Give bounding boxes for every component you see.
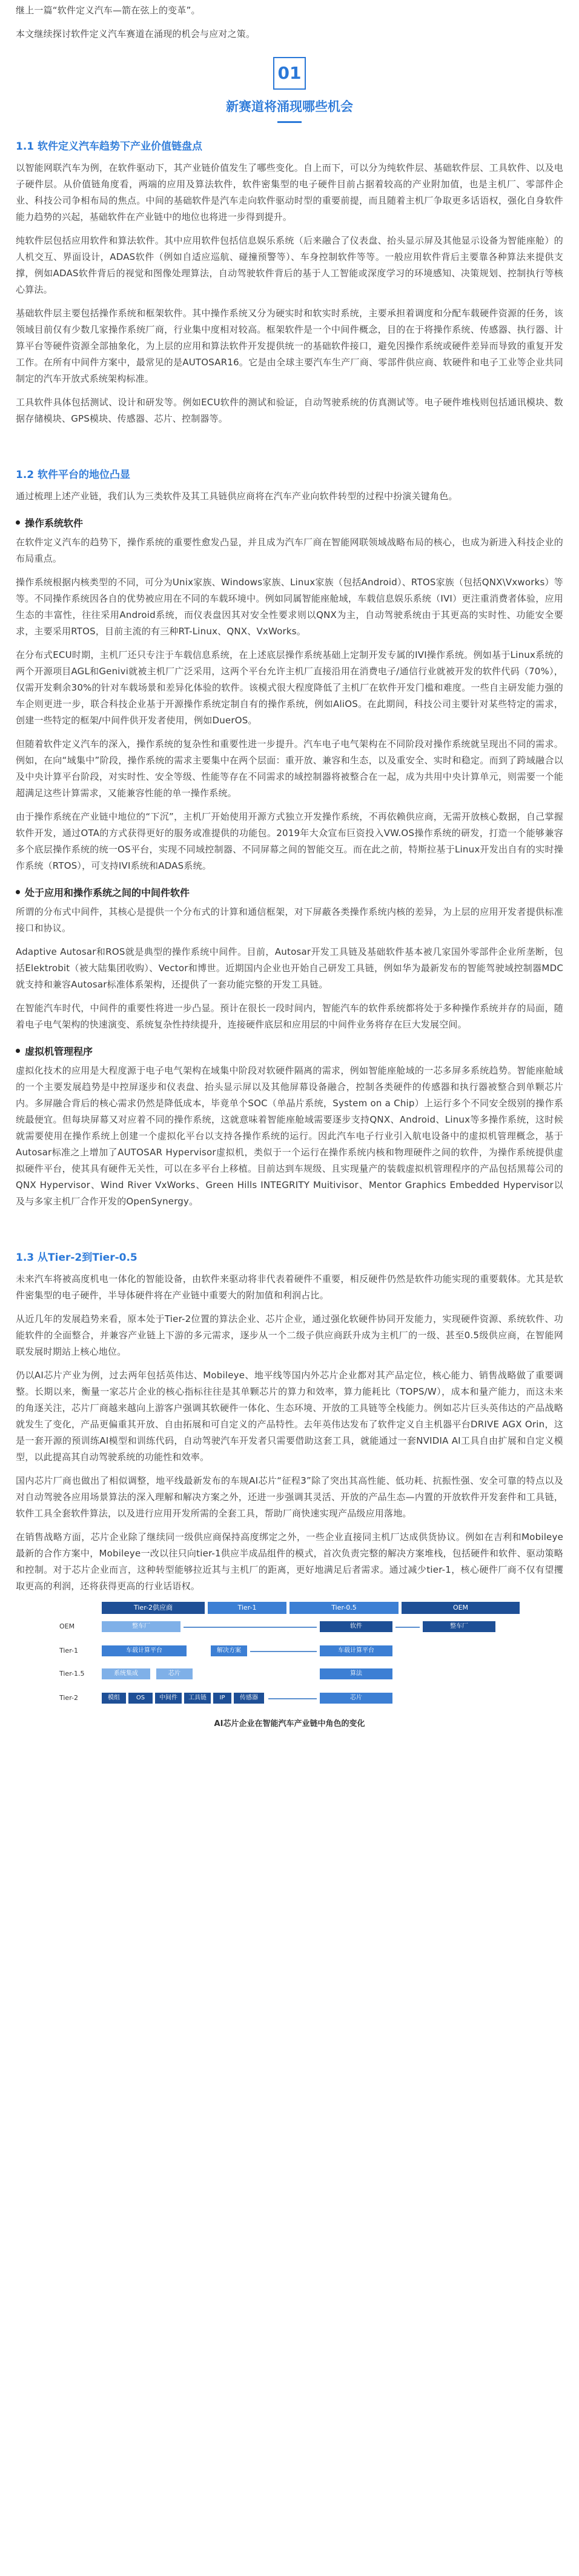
subheading-middleware-text: 处于应用和操作系统之间的中间件软件 — [25, 887, 190, 898]
section-1-3-title: 1.3 从Tier-2到Tier-0.5 — [16, 1252, 137, 1264]
section-1-3-para-1: 未来汽车将被高度机电一体化的智能设备，由软件来驱动将非代表着硬件不重要，相反硬件仍然是软件功能实现的重要载体。尤其是软件密集型的电子硬件，半导体硬件将在产业链中重要大的附加值和利润占比。 — [16, 1273, 563, 1301]
intro — [16, 0, 563, 42]
section-1-2-para-10: 虚拟化技术的应用是大程度源于电子电气架构在域集中阶段对软硬件隔离的需求，例如智能座舱域的一芯多屏多系统趋势。智能座舱域的一个主要发展趋势是中控屏逐步和仪表盘、抬头显示屏以及其他屏幕设备融合，控制各类硬件的传感器和执行器被整合到单颗芯片内。多屏融合背后的核心需求仍然是降低成本，毕竟单个SOC（单晶片系统，System on a Chip）上运行多个不同安全级别的操作系统最便宜。但每块屏幕又对应着不同的操作系统，这就意味着智能座舱域需要逐步支持QNX、Android、Linux等多操作系统，这时候就需要使用在操作系统上创建一个虚拟化平台以支持各操作系统的运行。因此汽车电子行业引入航电设备中的虚拟机管理概念，基于Autosar标准之上增加了AUTOSAR Hypervisor虚拟机，类似于一个运行在操作系统内核和物理硬件之间的软件，为操作系统提供虚拟硬件平台，使其具有硬件无关性，可以在多平台上移植。目前达到车规级、且实现量产的装载虚拟机管理程序的产品包括黑莓公司的QNX Hypervisor、Wind River VxWorks、Green Hills INTEGRITY Muitivisor、Mentor Graphics Embedded Hypervisor以及与多家主机厂合作开发的OpenSynergy。 — [16, 1065, 563, 1207]
supply-chain-figure — [59, 1602, 520, 1729]
subheading-os — [16, 516, 563, 529]
section-1-3-para-5: 在销售战略方面，芯片企业除了继续同一级供应商保持高度绑定之外，一些企业直接同主机厂达成供货协议。例如在吉利和Mobileye最新的合作方案中，Mobileye一改以往只向tier-1供应半成品组件的模式，首次负责完整的解决方案堆栈，包括硬件和软件、驱动策略和控制。对于芯片企业而言，这种转型能够拉近其与主机厂的距离，更好地满足后者需求。通过减少tier-1，核心硬件厂商不仅有望攫取更高的利润，还将获得更高的行业话语权。 — [16, 1532, 563, 1592]
figure-cell-platform-2: 车载计算平台 — [320, 1645, 392, 1656]
figure-row-tier1: Tier-1 — [59, 1647, 78, 1655]
figure-arrow — [250, 1651, 317, 1652]
figure-cell-platform: 车载计算平台 — [102, 1645, 187, 1656]
section-1-2-para-8: Adaptive Autosar和ROS就是典型的操作系统中间件。目前，Autosar开发工具链及基础软件基本被几家国外零部件企业所垄断，包括Elektrobit（被大陆集团收购）、Vector和博世。近期国内企业也开始自己研发工具链，例如华为最新发布的智能驾驶域控制器MDC就支持和兼容Autosar标准体系架构，还提供了一套功能完整的开发工具链。 — [16, 946, 563, 990]
figure-cell-chip: 芯片 — [156, 1668, 193, 1679]
figure-header-oem: OEM — [402, 1602, 520, 1614]
figure-row-tier2: Tier-2 — [59, 1694, 78, 1702]
section-1-1-para-4: 工具软件具体包括测试、设计和研发等。例如ECU软件的测试和验证，自动驾驶系统的仿真测试等。电子硬件堆栈则包括通讯模块、数据存储模块、GPS模块、传感器、芯片、控制器等。 — [16, 397, 563, 424]
figure-cell-integration: 系统集成 — [102, 1668, 150, 1679]
figure-cell-oem: 整车厂 — [102, 1621, 180, 1632]
section-1-2-title: 1.2 软件平台的地位凸显 — [16, 469, 131, 481]
figure-row-tier15: Tier-1.5 — [59, 1670, 85, 1678]
section-1-2-para-3: 操作系统根据内核类型的不同，可分为Unix家族、Windows家族、Linux家族（包括Android）、RTOS家族（包括QNX\Vxworks）等等。不同操作系统因各自的优势被应用在不同的车载环境中。例如同属智能座舱域，车载信息娱乐系统（IVI）更注重消费者体验，应用生态的丰富性，往往采用Android系统，而仪表盘因其对安全性要求则以QNX为主，自动驾驶系统由于其更高的实时性、功能安全要求，主要采用RTOS，目前主流的有三种RT-Linux、QNX、VxWorks。 — [16, 577, 563, 637]
figure-row-oem: OEM — [59, 1622, 75, 1630]
intro-line-1: 继上一篇“软件定义汽车—箭在弦上的变革”。 — [16, 5, 200, 16]
section-1-1-para-1: 以智能网联汽车为例，在软件驱动下，其产业链价值发生了哪些变化。自上而下，可以分为纯软件层、基础软件层、工具软件、以及电子硬件层。从价值链角度看，两端的应用及算法软件，软件密集型的电子硬件目前占据着较高的产业附加值，也是主机厂、零部件企业、科技公司争相布局的焦点。中间的基础软件是汽车走向软件驱动时型的重要前提，而且随着主机厂争取更多话语权，强化自身软件能力趋势的兴起，基础软件在产业链中的地位也将进一步得到提升。 — [16, 162, 563, 222]
figure-caption: AI芯片企业在智能汽车产业链中角色的变化 — [214, 1719, 365, 1728]
subheading-hypervisor — [16, 1044, 563, 1058]
section-1-3-para-2: 从近几年的发展趋势来看，原本处于Tier-2位置的算法企业、芯片企业，通过强化软硬件协同开发能力，实现硬件资源、系统软件、功能软件的全面整合，并兼容产业链上下游的多元需求，逐步从一个二级子供应商跃升成为主机厂的一级、甚至0.5级供应商，在智能网联发展时期站上核心地位。 — [16, 1313, 563, 1357]
figure-cell-ip: IP — [213, 1693, 231, 1704]
section-1-2-para-7: 所谓的分布式中间件，其核心是提供一个分布式的计算和通信框架，对下屏蔽各类操作系统内核的差异，为上层的应用开发者提供标准接口和协议。 — [16, 906, 563, 934]
bullet-dot — [16, 1049, 20, 1053]
subheading-os-text: 操作系统软件 — [25, 517, 84, 529]
section-1-3-para-3: 仍以AI芯片产业为例，过去两年包括英伟达、Mobileye、地平线等国内外芯片企业都对其产品定位，核心能力、销售战略做了重要调整。长期以来，衡量一家芯片企业的核心指标往往是其单颗芯片的算力和效率，算力能耗比（TOPS/W），成本和量产能力，而这未来的角逐关注，芯片厂商越来越向上游客户强调其软硬件一体化、生态环境、开放的工具链等全栈能力。例如芯片巨头英伟达的产品战略就发生了变化，产品更偏重其开放、自由拓展和可自定义的产品特性。去年英伟达发布了软件定义自主机器平台DRIVE AGX Orin，这是一套开源的预训练AI模型和训练代码，自动驾驶汽车开发者只需要借助这套工具，就能通过一套NVIDIA AI工具自由扩展和自定义模型，以此提高其自动驾驶系统的功能性和效率。 — [16, 1370, 563, 1462]
figure-arrow — [395, 1627, 420, 1628]
spacer — [16, 1217, 563, 1234]
figure-cell-toolchain: 工具链 — [184, 1693, 211, 1704]
figure-cell-module: 模组 — [102, 1693, 126, 1704]
section-1-2-para-5: 但随着软件定义汽车的深入，操作系统的复杂性和重要性进一步提升。汽车电子电气架构在不同阶段对操作系统就呈现出不同的需求。例如，在向“域集中”阶段，操作系统的需求主要集中在两个层面：重开放、兼容和生态，以及重安全、实时和稳定。而到了跨域融合以及中央计算平台阶段，对实时性、安全等级、性能等存在不同需求的域控制器将被整合在一起，成为共用中央计算单元，则需要一个能超满足这些计算需求，又能兼容性能的单一操作系统。 — [16, 739, 563, 798]
figure-cell-middleware: 中间件 — [155, 1693, 182, 1704]
figure-arrow — [184, 1627, 317, 1628]
chapter-title: 新赛道将涌现哪些机会 — [226, 99, 353, 114]
chapter-number: 01 — [273, 57, 306, 90]
bullet-dot — [16, 520, 20, 525]
spacer — [16, 434, 563, 451]
section-1-1-title: 1.1 软件定义汽车趋势下产业价值链盘点 — [16, 141, 203, 153]
figure-cell-solution: 解决方案 — [211, 1645, 247, 1656]
subheading-middleware — [16, 885, 563, 899]
figure-cell-os: OS — [128, 1693, 153, 1704]
figure-cell-software: 软件 — [320, 1621, 392, 1632]
figure-cell-sensor: 传感器 — [234, 1693, 264, 1704]
figure-cell-oem-right: 整车厂 — [423, 1621, 495, 1632]
section-1-1-para-2: 纯软件层包括应用软件和算法软件。其中应用软件包括信息娱乐系统（后来融合了仪表盘、抬头显示屏及其他显示设备为智能座舱）的人机交互、界面设计，ADAS软件（例如自适应巡航、碰撞预警等）、车身控制软件等等。一般应用软件背后主要靠各种算法来提供支撑，例如ADAS软件背后的视觉和图像处理算法，自动驾驶软件背后的基于人工智能或深度学习的环境感知、决策规划、控制执行等核心算法。 — [16, 235, 563, 295]
figure-arrow — [268, 1698, 317, 1699]
figure-cell-algo: 算法 — [320, 1668, 392, 1679]
section-1-1-para-3: 基础软件层主要包括操作系统和框架软件。其中操作系统又分为硬实时和软实时系统，主要承担着调度和分配车载硬件资源的任务，该领域目前仅有少数几家操作系统厂商，行业集中度相对较高。框架软件是一个中间件概念，目的在于将操作系统、传感器、执行器、计算平台等硬件资源全部抽象化，为上层的应用和算法软件开发提供统一的基础软件接口，避免因操作系统或硬件差异而导致的重复开发工作。在所有中间件方案中，最常见的是AUTOSAR16。它是由全球主要汽车生产厂商、零部件供应商、软硬件和电子工业等企业共同制定的汽车开放式系统架构标准。 — [16, 308, 563, 384]
section-1-2-para-2: 在软件定义汽车的趋势下，操作系统的重要性愈发凸显，并且成为汽车厂商在智能网联领域战略布局的核心，也成为新进入科技企业的布局重点。 — [16, 537, 563, 564]
section-1-2-para-4: 在分布式ECU时期，主机厂还只专注于车载信息系统，在上述底层操作系统基础上定制开发专属的IVI操作系统。例如基于Linux系统的两个开源项目AGL和Genivi就被主机厂广泛采用，这两个平台允许主机厂直接沿用在消费电子/通信行业就被开发的软件代码（70%），仅需开发剩余30%的针对车载场景和差异化体验的软件。该模式很大程度降低了主机厂在软件开发门槛和难度。一些自主研发能力强的车企则更进一步，联合科技企业基于开源操作系统定制自有的操作系统，例如AliOS。在此期间，科技公司主要针对某些特定的需求，创建一些特定的框架/中间件供开发者使用，例如DuerOS。 — [16, 649, 563, 726]
figure-header-tier1: Tier-1 — [208, 1602, 286, 1614]
intro-line-2: 本文继续探讨软件定义汽车赛道在涌现的机会与应对之策。 — [16, 28, 256, 39]
figure-header-tier05: Tier-0.5 — [290, 1602, 399, 1614]
subheading-hypervisor-text: 虚拟机管理程序 — [25, 1046, 93, 1057]
section-1-2-para-1: 通过梳理上述产业链，我们认为三类软件及其工具链供应商将在汽车产业向软件转型的过程中扮演关键角色。 — [16, 491, 458, 502]
section-1-2-para-6: 由于操作系统在产业链中地位的“下沉”，主机厂开始使用开源方式独立开发操作系统，不再依赖供应商，无需开放核心数据，自己掌握软件开发，通过OTA的方式获得更好的服务或准提供的功能包。2019年大众宣布巨资投入VW.OS操作系统的研发，打造一个能够兼容多个底层操作系统的统一OS平台，实现不同域控制器、不同屏幕之间的智能交互。而在此之前，特斯拉基于Linux开发出自有的实时操作系统（RTOS），可支持IVI系统和ADAS系统。 — [16, 811, 563, 871]
bullet-dot — [16, 890, 20, 894]
figure-header-tier2: Tier-2供应商 — [102, 1602, 205, 1614]
figure-cell-chip-2: 芯片 — [320, 1693, 392, 1704]
chapter-underline — [277, 121, 302, 123]
section-1-2-para-9: 在智能汽车时代，中间件的重要性将进一步凸显。预计在很长一段时间内，智能汽车的软件系统都将处于多种操作系统并存的局面，随着电子电气架构的快速演变、系统复杂性持续提升，连接硬件底层和应用层的中间件业务将存在巨大发展空间。 — [16, 1003, 563, 1030]
section-1-3-para-4: 国内芯片厂商也做出了相似调整，地平线最新发布的车规AI芯片“征程3”除了突出其高性能、低功耗、抗振性强、安全可靠的特点以及对自动驾驶各应用场景算法的深入理解和解决方案之外，还进一步强调其灵活、开放的产品生态—内置的开放软件开发套件和工具链，软件工具全套软件算法，以及进行应用开发所需的全套工具，帮助厂商快速实现产品级应用落地。 — [16, 1475, 563, 1519]
chapter-header — [16, 57, 563, 123]
